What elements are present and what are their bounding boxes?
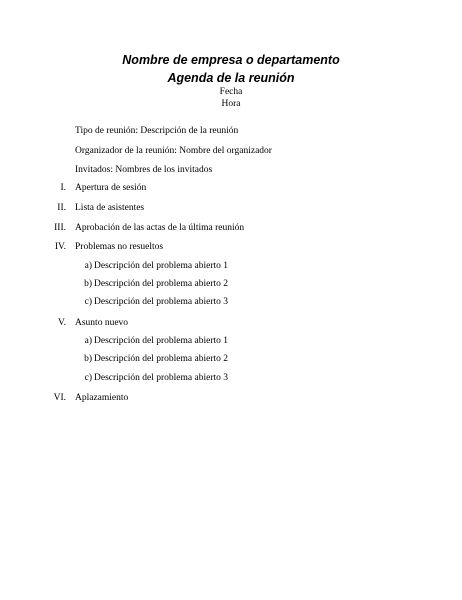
- agenda-item-number: I.: [60, 183, 66, 193]
- agenda-item-label: Asunto nuevo: [75, 318, 129, 328]
- agenda-subitem-letter: b): [84, 354, 92, 364]
- agenda-item-label: Aplazamiento: [75, 393, 129, 403]
- agenda-item-number: III.: [54, 223, 66, 233]
- agenda-subitem-letter: c): [84, 297, 92, 307]
- agenda-subitem-label: Descripción del problema abierto 1: [94, 336, 229, 346]
- agenda-subitem-label: Descripción del problema abierto 3: [94, 297, 229, 307]
- agenda-item-label: Aprobación de las actas de la última reunión: [75, 223, 245, 233]
- agenda-subitem-label: Descripción del problema abierto 3: [94, 373, 229, 383]
- agenda-item-number: II.: [57, 203, 66, 213]
- company-name: Nombre de empresa o departamento: [122, 53, 340, 67]
- agenda-subitem-label: Descripción del problema abierto 2: [94, 354, 229, 364]
- document-title: Agenda de la reunión: [167, 71, 295, 85]
- agenda-item-label: Problemas no resueltos: [75, 242, 164, 252]
- agenda-item-number: V.: [57, 318, 66, 328]
- agenda-item-number: VI.: [53, 393, 66, 403]
- meeting-guests: Invitados: Nombres de los invitados: [75, 165, 213, 175]
- agenda-item-label: Lista de asistentes: [75, 203, 145, 213]
- agenda-subitem-label: Descripción del problema abierto 1: [94, 261, 229, 271]
- agenda-subitem-letter: b): [84, 279, 92, 289]
- meeting-time: Hora: [221, 99, 241, 109]
- agenda-item-number: IV.: [54, 242, 66, 252]
- agenda-subitem-letter: a): [84, 336, 92, 346]
- agenda-subitem-letter: c): [84, 373, 92, 383]
- agenda-item-label: Apertura de sesión: [75, 183, 147, 193]
- agenda-subitem-letter: a): [84, 261, 92, 271]
- meeting-organizer: Organizador de la reunión: Nombre del organizador: [75, 146, 272, 156]
- agenda-subitem-label: Descripción del problema abierto 2: [94, 279, 229, 289]
- meeting-date: Fecha: [219, 87, 243, 97]
- meeting-type: Tipo de reunión: Descripción de la reunión: [75, 126, 239, 136]
